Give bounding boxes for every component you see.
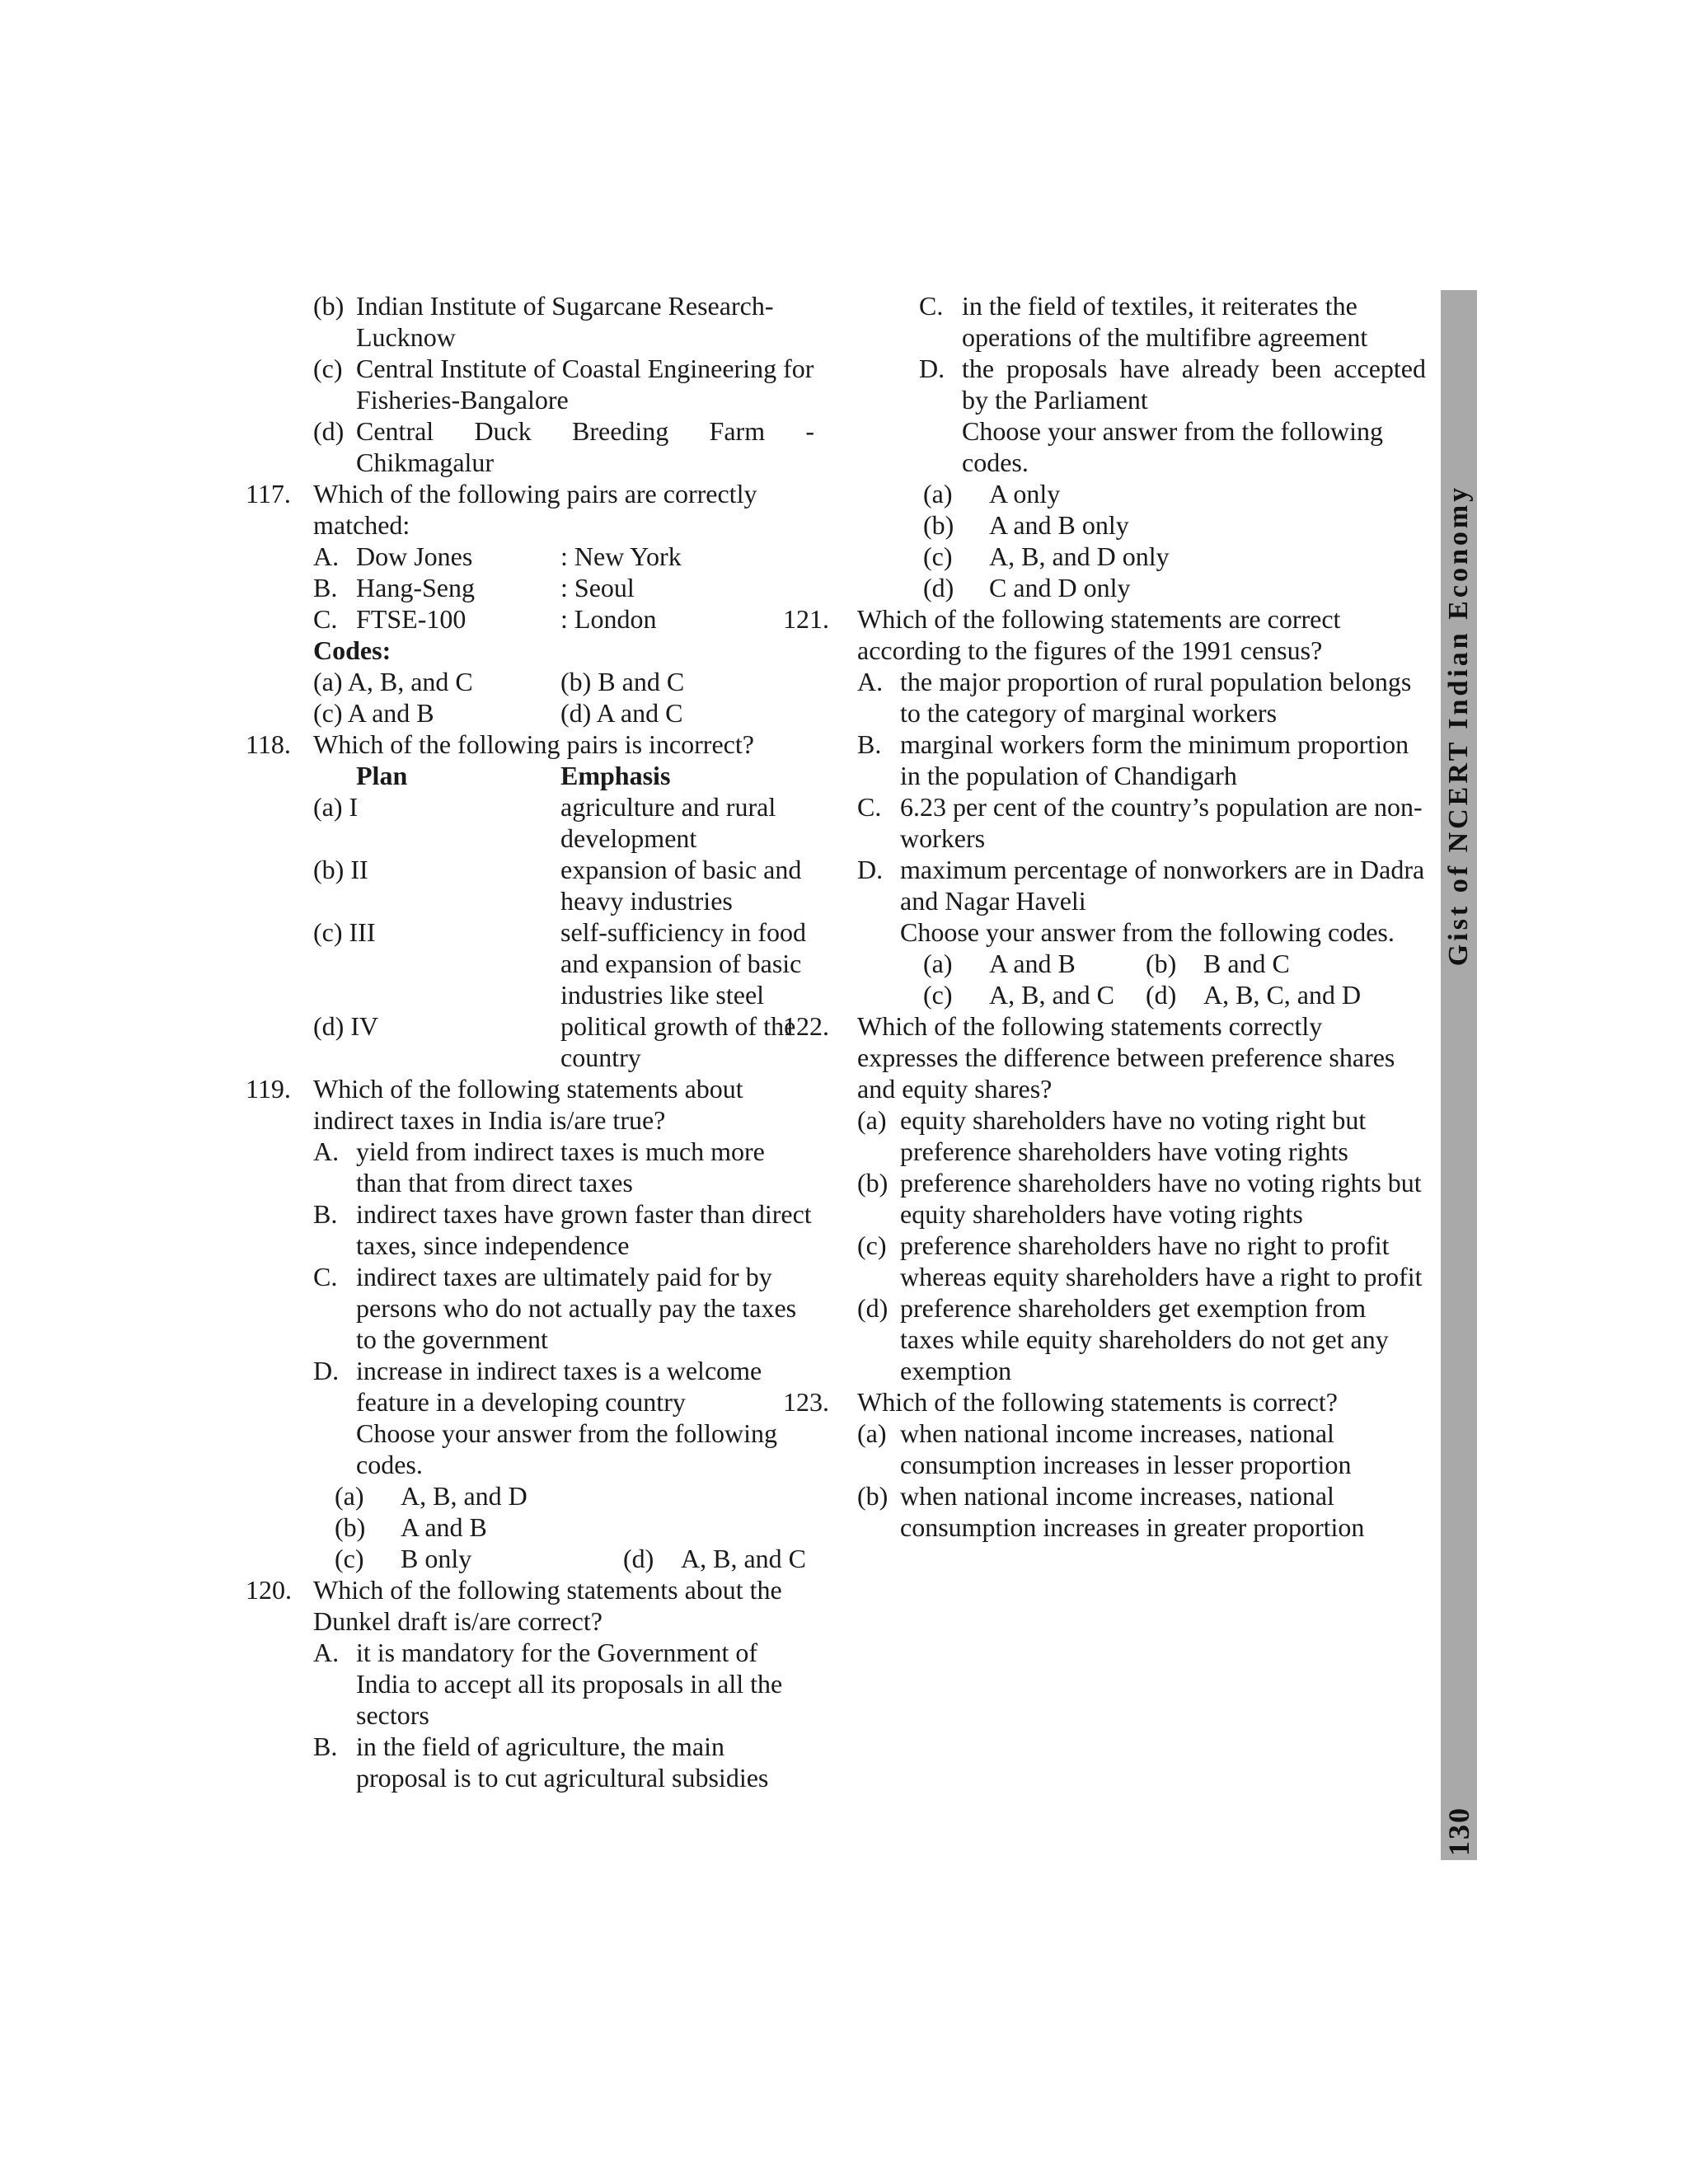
answer-options [246,1480,814,1574]
option-text: Central Duck Breeding Farm - Chikmagalur [356,416,814,477]
plan-cell: (a) I [313,792,359,822]
statement-tag: A. [313,1137,340,1166]
option-tag: (a) [857,1105,887,1135]
question-text: Which of the following statements about the Dunkel draft is/are correct? [313,1575,782,1636]
pair-left [313,541,560,572]
emphasis-cell: self-sufficiency in food and expansion of basic industries like steel [560,917,806,1010]
choose-instruction: Choose your answer from the following codes. [900,917,1395,947]
q119-statements [246,1136,814,1480]
option [857,1292,1426,1386]
answer-text: A and B only [989,510,1129,540]
emphasis-header: Emphasis [560,761,671,790]
option-tag: (a) [857,1418,887,1448]
option [857,1418,1426,1480]
statement [313,1198,814,1261]
pair-right: : Seoul [560,573,635,602]
statement-tag: A. [857,667,884,696]
q121-statements [857,666,1426,948]
option-tag: (d) [313,416,345,446]
answer-tag: (d) [623,1544,654,1573]
answer-tag: (b) [923,510,954,540]
statement [313,1355,814,1418]
q116-options [246,290,814,478]
codes-grid [246,666,814,729]
question-number: 123. [783,1387,829,1417]
answer-options [857,948,1426,1010]
answer-text: C and D only [989,573,1131,602]
statement-text: yield from indirect taxes is much more than that from direct taxes [356,1137,765,1197]
statement-text: in the field of agriculture, the main proposal is to cut agricultural subsidies [356,1732,769,1793]
option-tag: (c) [313,354,343,383]
left-column [246,290,814,1793]
question-120 [246,1574,814,1637]
statement-text: maximum percentage of nonworkers are in Dadra and Nagar Haveli [900,855,1425,916]
codes-label: Codes: [313,635,392,665]
option-text: when national income increases, national consumption increases in lesser proportion [900,1418,1352,1479]
question-text: Which of the following pairs are correctly matched: [313,479,757,540]
statement [857,791,1426,854]
pair-left [313,572,560,603]
pair-tag: B. [313,573,338,602]
answer-text: A and B [401,1512,487,1542]
statement [919,353,1426,415]
answer-tag: (c) [923,541,953,571]
option-tag: (b) [857,1168,889,1197]
plan-cell: (c) III [313,917,376,947]
code-option: (b) B and C [560,667,685,696]
pairs-table [246,541,814,635]
option [313,290,814,353]
question-text: Which of the following statements correctly expresses the difference between preference shares and equity shares? [857,1011,1395,1104]
answer-text: A, B, and C [681,1544,806,1573]
answer-tag: (a) [923,949,953,978]
pair-term: FTSE-100 [356,604,467,634]
statement [313,1136,814,1198]
code-option: (c) A and B [313,698,434,728]
statement-tag: D. [919,354,945,383]
question-123 [783,1386,1426,1418]
answer-tag: (a) [335,1481,364,1511]
statement [313,1637,814,1731]
q120-statements [246,1637,814,1793]
answer-text: A and B [989,949,1076,978]
option-tag: (b) [313,291,345,321]
right-column [783,290,1426,1543]
option [857,1104,1426,1167]
option-tag: (b) [857,1481,889,1511]
question-text: Which of the following statements about indirect taxes in India is/are true? [313,1074,743,1135]
statement [313,1261,814,1355]
pair-term: Dow Jones [356,541,473,571]
question-number: 120. [246,1575,292,1605]
question-119 [246,1073,814,1136]
plan-table [246,760,814,1073]
pair-tag: A. [313,541,340,571]
statement-text: indirect taxes are ultimately paid for by persons who do not actually pay the taxes to the government [356,1262,797,1354]
statement-text: indirect taxes have grown faster than direct taxes, since independence [356,1199,812,1260]
question-118 [246,729,814,760]
option-text: equity shareholders have no voting right but preference shareholders have voting rights [900,1105,1367,1166]
question-text: Which of the following pairs is incorrect? [313,729,754,759]
pair-left [313,603,560,635]
question-number: 121. [783,604,829,634]
option-text: Central Institute of Coastal Engineering for Fisheries-Bangalore [356,354,814,415]
code-option: (a) A, B, and C [313,667,473,696]
answer-text: B and C [1203,949,1290,978]
option-tag: (c) [857,1230,887,1260]
statement-text: in the field of textiles, it reiterates the operations of the multifibre agreement [962,291,1368,352]
answer-tag: (d) [923,573,954,602]
pair-right: : London [560,604,657,634]
question-number: 119. [246,1074,291,1104]
q123-options [857,1418,1426,1543]
question-text: Which of the following statements are correct according to the figures of the 1991 census? [857,604,1341,665]
statement-tag: A. [313,1638,340,1667]
option-text: when national income increases, national consumption increases in greater proportion [900,1481,1365,1542]
emphasis-cell: agriculture and rural development [560,792,776,853]
answer-text: A, B, and C [989,980,1114,1010]
question-number: 118. [246,729,291,759]
option [313,353,814,415]
option-tag: (d) [857,1293,889,1323]
emphasis-cell: political growth of the country [560,1011,796,1072]
pair-right: : New York [560,541,682,571]
statement-tag: B. [313,1732,338,1761]
answer-tag: (c) [335,1544,364,1573]
question-text: Which of the following statements is correct? [857,1387,1338,1417]
answer-options [857,478,1426,603]
statement [919,290,1426,353]
choose-instruction: Choose your answer from the following codes. [356,1418,778,1479]
answer-text: A, B, and D only [989,541,1170,571]
question-number: 122. [783,1011,829,1041]
answer-text: A, B, C, and D [1203,980,1362,1010]
option-text: Indian Institute of Sugarcane Research-Lucknow [356,291,774,352]
q122-options [857,1104,1426,1386]
statement [857,729,1426,791]
statement-tag: C. [857,792,882,822]
answer-text: B only [401,1544,472,1573]
statement-tag: B. [857,729,882,759]
choose-instruction: Choose your answer from the following codes. [962,416,1384,477]
option-text: preference shareholders have no voting rights but equity shareholders have voting rights [900,1168,1422,1229]
option-text: preference shareholders get exemption from taxes while equity shareholders do not get any exemption [900,1293,1389,1385]
statement-tag: D. [313,1356,340,1385]
plan-cell: (b) II [313,855,368,884]
code-option: (d) A and C [560,698,683,728]
question-121 [783,603,1426,666]
statement-text: marginal workers form the minimum proportion in the population of Chandigarh [900,729,1409,790]
statement [857,854,1426,916]
statement-tag: C. [919,291,944,321]
option-text: preference shareholders have no right to profit whereas equity shareholders have a right to profit [900,1230,1423,1291]
q120-continued [857,290,1426,478]
question-122 [783,1010,1426,1104]
page-number: 130 [1442,1807,1475,1856]
emphasis-cell: expansion of basic and heavy industries [560,855,802,916]
statement-tag: C. [313,1262,338,1291]
statement [313,1731,814,1793]
answer-tag: (a) [923,479,953,509]
option [857,1230,1426,1292]
plan-header: Plan [356,761,408,790]
answer-text: A, B, and D [401,1481,528,1511]
statement-text: the proposals have already been accepted by the Parliament [962,354,1426,415]
statement-text: it is mandatory for the Government of India to accept all its proposals in all the sectors [356,1638,783,1730]
pair-tag: C. [313,604,338,634]
answer-tag: (b) [335,1512,366,1542]
plan-cell: (d) IV [313,1011,379,1041]
answer-tag: (d) [1146,980,1177,1010]
option [857,1167,1426,1230]
statement-text: the major proportion of rural population belongs to the category of marginal workers [900,667,1412,728]
question-117 [246,478,814,541]
book-title: Gist of NCERT Indian Economy [1443,484,1474,967]
option [857,1480,1426,1543]
statement-text: 6.23 per cent of the country’s population are non-workers [900,792,1423,853]
answer-tag: (b) [1146,949,1177,978]
answer-text: A only [989,479,1061,509]
statement [857,666,1426,729]
statement-tag: B. [313,1199,338,1229]
pair-term: Hang-Seng [356,573,475,602]
statement-text: increase in indirect taxes is a welcome feature in a developing country [356,1356,762,1417]
option [313,415,814,478]
statement-tag: D. [857,855,884,884]
question-number: 117. [246,479,291,509]
answer-tag: (c) [923,980,953,1010]
